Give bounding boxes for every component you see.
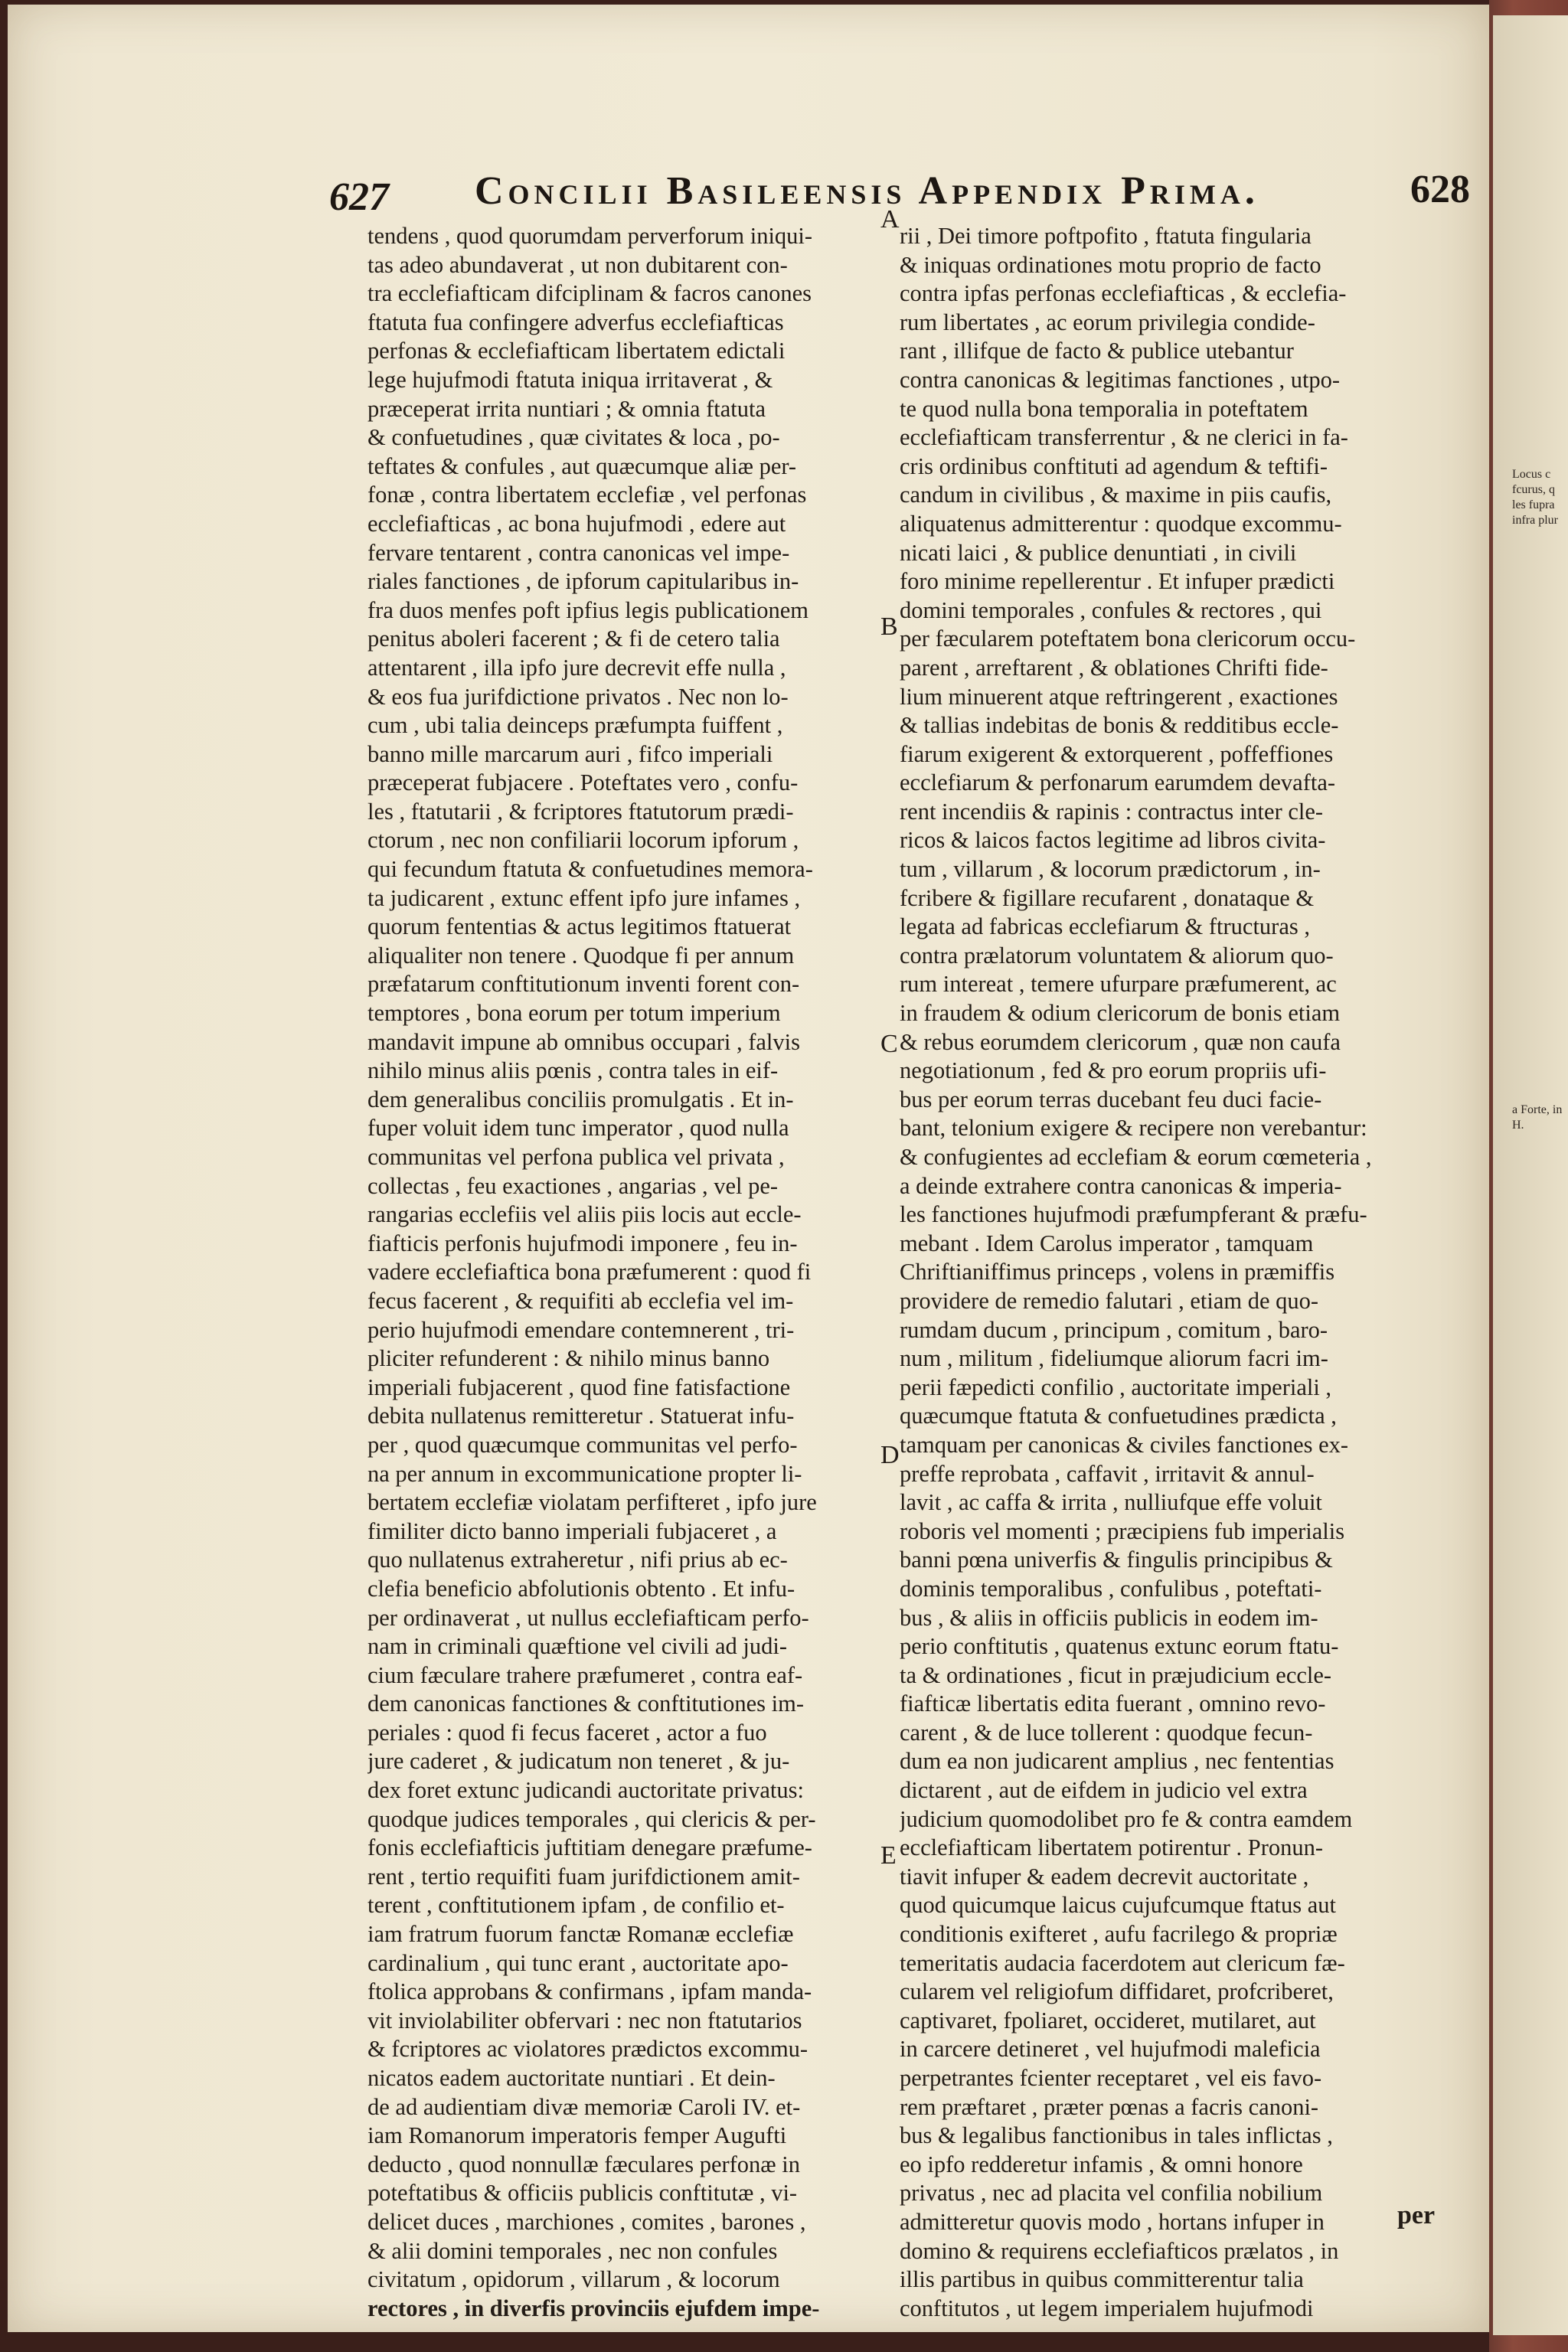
left-column-line: fervare tentarent , contra canonicas vel impe- <box>368 539 790 566</box>
right-column-line: bus , & aliis in officiis publicis in eodem im- <box>900 1604 1318 1631</box>
left-column-line: poteftatibus & officiis publicis conftitutæ , vi- <box>368 2180 798 2207</box>
right-column-line: in carcere detineret , vel hujufmodi maleficia <box>900 2036 1321 2063</box>
right-column-line: domino & requirens ecclefiafticos prælatos , in <box>900 2237 1339 2264</box>
left-text-column <box>368 222 903 2323</box>
right-column-line: fiarum exigerent & extorquerent , poffeffiones <box>900 740 1334 767</box>
left-column-line: perio hujufmodi emendare contemnerent , tri- <box>368 1316 795 1343</box>
left-column-line: fra duos menfes poft ipfius legis publicationem <box>368 596 808 623</box>
right-column-line: rem præftaret , præter pœnas a facris canoni- <box>900 2093 1319 2120</box>
left-column-line: temptores , bona eorum per totum imperium <box>368 1000 781 1027</box>
left-column-line: bertatem ecclefiæ violatam perfifteret , ipfo jure <box>368 1489 817 1516</box>
right-column-line: contra prælatorum voluntatem & aliorum quo- <box>900 942 1334 969</box>
left-column-line: clefia beneficio abfolutionis obtento . Et infu- <box>368 1575 795 1602</box>
page-number-left: 627 <box>329 175 389 219</box>
left-column-line: riales fanctiones , de ipforum capitularibus in- <box>368 568 799 595</box>
right-column-line: les fanctiones hujufmodi præfumpferant & præfu- <box>900 1201 1367 1228</box>
right-column-line: legata ad fabricas ecclefiarum & ftructuras , <box>900 913 1310 940</box>
right-column-line: & rebus eorumdem clericorum , quæ non caufa <box>900 1028 1341 1055</box>
left-column-line: lege hujufmodi ftatuta iniqua irritaverat , & <box>368 366 773 393</box>
right-column-line: & tallias indebitas de bonis & redditibus eccle- <box>900 712 1339 739</box>
left-column-line: imperiali fubjacerent , quod fine fatisfactione <box>368 1374 791 1400</box>
right-column-line: te quod nulla bona temporalia in poteftatem <box>900 395 1308 422</box>
margin-note-forte: a Forte, in H. <box>1512 1103 1563 1132</box>
left-column-line: banno mille marcarum auri , fifco imperiali <box>368 740 773 767</box>
right-column-line: ecclefiafticam libertatem potirentur . Pronun- <box>900 1834 1324 1861</box>
right-column-line: privatus , nec ad placita vel confilia nobilium <box>900 2180 1323 2207</box>
left-column-line: præfatarum conftitutionum inventi forent con- <box>368 971 800 998</box>
right-column-line: rum intereat , temere ufurpare præfumerent, ac <box>900 971 1337 998</box>
left-column-line: nihilo minus aliis pœnis , contra tales in eif- <box>368 1057 779 1084</box>
left-column-line: penitus aboleri facerent ; & fi de cetero talia <box>368 626 780 652</box>
right-column-line: preffe reprobata , caffavit , irritavit & annul- <box>900 1460 1315 1487</box>
right-text-column <box>900 222 1451 2323</box>
right-column-line: conditionis exifteret , aufu facrilego & propriæ <box>900 1921 1338 1948</box>
right-column-line: contra ipfas perfonas ecclefiafticas , & ecclefia- <box>900 280 1347 307</box>
right-column-line: cris ordinibus conftituti ad agendum & teftifi- <box>900 452 1328 479</box>
right-column-line: in fraudem & odium clericorum de bonis etiam <box>900 1000 1341 1027</box>
left-column-line: & eos fua jurifdictione privatos . Nec non lo- <box>368 683 789 710</box>
running-head <box>329 161 1470 219</box>
left-column-line: per , quod quæcumque communitas vel perfo- <box>368 1431 798 1458</box>
right-column-line: perio conftitutis , quatenus extunc eorum ftatu- <box>900 1633 1339 1660</box>
section-letter-a: A <box>880 205 900 234</box>
right-column-line: conftitutos , ut legem imperialem hujufmodi <box>900 2295 1314 2321</box>
left-column-line: qui fecundum ftatuta & confuetudines memora- <box>368 856 813 883</box>
left-column-line: cum , ubi talia deinceps præfumpta fuiffent , <box>368 712 783 739</box>
left-column-line: jure caderet , & judicatum non teneret , & ju- <box>368 1748 790 1775</box>
right-column-line: quæcumque ftatuta & confuetudines prædicta , <box>900 1403 1337 1429</box>
left-column-line: ftatuta fua confingere adverfus ecclefiafticas <box>368 309 784 335</box>
right-column-line: Chriftianiffimus princeps , volens in præmiffis <box>900 1259 1335 1285</box>
right-column-line: rum libertates , ac eorum privilegia condide- <box>900 309 1315 335</box>
left-column-line: & confuetudines , quæ civitates & loca , po- <box>368 424 780 451</box>
left-column-line: les , ftatutarii , & fcriptores ftatutorum prædi- <box>368 798 794 825</box>
left-column-line: fiafticis perfonis hujufmodi imponere , feu in- <box>368 1230 798 1256</box>
right-column-line: ta & ordinationes , ficut in præjudicium eccle- <box>900 1661 1332 1688</box>
left-column-line: iam Romanorum imperatoris femper Augufti <box>368 2122 787 2149</box>
left-column-line: deducto , quod nonnullæ fæculares perfonæ in <box>368 2151 800 2177</box>
right-column-line: bus per eorum terras ducebant feu duci facie- <box>900 1086 1322 1112</box>
left-column-line: tendens , quod quorumdam perverforum iniqui- <box>368 223 813 249</box>
right-column-line: judicium quomodolibet pro fe & contra eamdem <box>900 1805 1353 1832</box>
right-column-line: tum , villarum , & locorum prædictorum , in- <box>900 856 1321 883</box>
left-column-line: collectas , feu exactiones , angarias , vel pe- <box>368 1172 779 1199</box>
right-column-line: lavit , ac caffa & irrita , nulliufque effe voluit <box>900 1489 1322 1516</box>
catchword: per <box>1397 2201 1436 2230</box>
left-column-line: vadere ecclefiaftica bona præfumerent : quod fi <box>368 1259 812 1285</box>
right-column-line: carent , & de luce tollerent : quodque fecun- <box>900 1719 1313 1746</box>
left-column-line: pliciter refunderent : & nihilo minus banno <box>368 1345 770 1372</box>
left-column-line: dem generalibus conciliis promulgatis . Et in- <box>368 1086 794 1112</box>
left-column-line: vit inviolabiliter obfervari : nec non ftatutarios <box>368 2007 802 2034</box>
right-column-line: captivaret, fpoliaret, occideret, mutilaret, aut <box>900 2007 1316 2034</box>
right-column-line: ecclefiafticam transferrentur , & ne clerici in fa- <box>900 424 1348 451</box>
right-column-line: & iniquas ordinationes motu proprio de facto <box>900 251 1321 278</box>
right-column-line: eo ipfo redderetur infamis , & omni honore <box>900 2151 1303 2177</box>
adjacent-page-sheet <box>1493 15 1568 2335</box>
running-title: Concilii Basileensis Appendix Prima. <box>475 169 1259 213</box>
left-column-line: dex foret extunc judicandi auctoritate privatus: <box>368 1777 804 1804</box>
right-column-line: providere de remedio falutari , etiam de quo- <box>900 1287 1319 1314</box>
left-column-line: debita nullatenus remitteretur . Statuerat infu- <box>368 1403 795 1429</box>
left-column-line: ctorum , nec non confiliarii locorum ipforum , <box>368 827 799 854</box>
left-column-line: dem canonicas fanctiones & conftitutiones im- <box>368 1690 805 1717</box>
left-column-line: communitas vel perfona publica vel privata , <box>368 1144 785 1170</box>
right-column-line: rant , illifque de facto & publice utebantur <box>900 338 1294 364</box>
right-column-line: quod quicumque laicus cujufcumque ftatus aut <box>900 1892 1337 1919</box>
left-column-line: rent , tertio requifiti fuam jurifdictionem amit- <box>368 1863 800 1890</box>
section-letter-c: C <box>880 1030 898 1058</box>
left-column-line: de ad audientiam divæ memoriæ Caroli IV. et- <box>368 2093 801 2120</box>
right-column-line: num , militum , fideliumque aliorum facri im- <box>900 1345 1328 1372</box>
left-column-line: rectores , in diverfis provinciis ejufdem impe- <box>368 2295 820 2321</box>
right-column-line: parent , arreftarent , & oblationes Chrifti fide- <box>900 654 1328 681</box>
right-column-line: aliquatenus admitterentur : quodque excommu- <box>900 510 1342 537</box>
left-column-line: quodque judices temporales , qui clericis & per- <box>368 1805 816 1832</box>
right-column-line: nicati laici , & publice denuntiati , in civili <box>900 539 1297 566</box>
left-column-line: cardinalium , qui tunc erant , auctoritate apo- <box>368 1949 789 1976</box>
left-column-line: quo nullatenus extraheretur , nifi prius ab ec- <box>368 1547 788 1573</box>
right-column-line: rumdam ducum , principum , comitum , baro- <box>900 1316 1328 1343</box>
right-column-line: ricos & laicos factos legitime ad libros civita- <box>900 827 1326 854</box>
right-column-line: banni pœna univerfis & fingulis principibus & <box>900 1547 1333 1573</box>
left-column-line: fecus facerent , & requifiti ab ecclefia vel im- <box>368 1287 794 1314</box>
right-column-line: bant, telonium exigere & recipere non verebantur: <box>900 1115 1367 1142</box>
left-column-line: delicet duces , marchiones , comites , barones , <box>368 2208 806 2235</box>
right-column-line: rii , Dei timore poftpofito , ftatuta fingularia <box>900 223 1312 249</box>
right-column-line: fiafticæ libertatis edita fuerant , omnino revo- <box>900 1690 1326 1717</box>
right-column-line: roboris vel momenti ; præcipiens fub imperialis <box>900 1517 1345 1544</box>
left-column-line: mandavit impune ab omnibus occupari , falvis <box>368 1028 800 1055</box>
right-column-line: a deinde extrahere contra canonicas & imperia- <box>900 1172 1342 1199</box>
right-column-line: lium minuerent atque reftringerent , exactiones <box>900 683 1338 710</box>
left-column-line: & fcriptores ac violatores prædictos excommu- <box>368 2036 808 2063</box>
left-column-line: terent , conftitutionem ipfam , de confilio et- <box>368 1892 785 1919</box>
right-column-line: bus & legalibus fanctionibus in tales inflictas , <box>900 2122 1333 2149</box>
right-column-line: mebant . Idem Carolus imperator , tamquam <box>900 1230 1314 1256</box>
left-column-line: ecclefiafticas , ac bona hujufmodi , edere aut <box>368 510 786 537</box>
left-column-line: attentarent , illa ipfo jure decrevit effe nulla , <box>368 654 786 681</box>
left-column-line: ftolica approbans & confirmans , ipfam manda- <box>368 1978 812 2005</box>
right-column-line: fcribere & figillare recufarent , donataque & <box>900 884 1315 911</box>
section-letter-d: D <box>880 1441 900 1469</box>
left-column-line: quorum fententias & actus legitimos ftatuerat <box>368 913 792 940</box>
right-column-line: dum ea non judicarent amplius , nec fententias <box>900 1748 1334 1775</box>
left-column-line: cium fæculare trahere præfumeret , contra eaf- <box>368 1661 803 1688</box>
left-column-line: ta judicarent , extunc effent ipfo jure infames , <box>368 884 801 911</box>
left-column-line: tra ecclefiafticam difciplinam & facros canones <box>368 280 812 307</box>
right-column-line: per fæcularem poteftatem bona clericorum occu- <box>900 626 1356 652</box>
left-column-line: iam fratrum fuorum fanctæ Romanæ ecclefiæ <box>368 1921 794 1948</box>
left-column-line: fonis ecclefiafticis juftitiam denegare præfume- <box>368 1834 812 1861</box>
left-column-line: teftates & confules , aut quæcumque aliæ per- <box>368 452 797 479</box>
left-column-line: civitatum , opidorum , villarum , & locorum <box>368 2266 780 2293</box>
left-column-line: fonæ , contra libertatem ecclefiæ , vel perfonas <box>368 482 807 508</box>
right-column-line: contra canonicas & legitimas fanctiones , utpo- <box>900 366 1341 393</box>
right-column-line: illis partibus in quibus committerentur talia <box>900 2266 1304 2293</box>
right-column-line: dictarent , aut de eifdem in judicio vel extra <box>900 1777 1308 1804</box>
left-column-line: nicatos eadem auctoritate nuntiari . Et dein- <box>368 2065 776 2091</box>
left-column-line: præceperat irrita nuntiari ; & omnia ftatuta <box>368 395 766 422</box>
section-letter-e: E <box>880 1841 897 1870</box>
right-column-line: negotiationum , fed & pro eorum propriis ufi- <box>900 1057 1327 1084</box>
left-column-line: præceperat fubjacere . Poteftates vero , confu- <box>368 769 799 796</box>
right-column-line: admitteretur quovis modo , hortans infuper in <box>900 2208 1325 2235</box>
left-column-line: nam in criminali quæftione vel civili ad judi- <box>368 1633 788 1660</box>
margin-note-locus: Locus c fcurus, q les fupra infra plur <box>1512 468 1558 527</box>
right-column-line: ecclefiarum & perfonarum earumdem devafta- <box>900 769 1336 796</box>
right-column-line: domini temporales , confules & rectores , qui <box>900 596 1322 623</box>
left-column-line: periales : quod fi fecus faceret , actor a fuo <box>368 1719 767 1746</box>
right-column-line: foro minime repellerentur . Et infuper prædicti <box>900 568 1335 595</box>
left-column-line: per ordinaverat , ut nullus ecclefiafticam perfo- <box>368 1604 809 1631</box>
left-column-line: tas adeo abundaverat , ut non dubitarent con- <box>368 251 788 278</box>
section-letter-b: B <box>880 612 898 641</box>
right-column-line: dominis temporalibus , confulibus , poteftati- <box>900 1575 1322 1602</box>
right-column-line: candum in civilibus , & maxime in piis caufis, <box>900 482 1332 508</box>
left-column-line: fuper voluit idem tunc imperator , quod nulla <box>368 1115 789 1142</box>
left-column-line: fimiliter dicto banno imperiali fubjaceret , a <box>368 1517 777 1544</box>
right-column-line: temeritatis audacia facerdotem aut clericum fæ- <box>900 1949 1345 1976</box>
right-column-line: perpetrantes fcienter receptaret , vel eis favo- <box>900 2065 1322 2091</box>
right-column-line: tiavit infuper & eadem decrevit auctoritate , <box>900 1863 1309 1890</box>
left-column-line: rangarias ecclefiis vel aliis piis locis aut eccle- <box>368 1201 802 1228</box>
right-column-line: perii fæpedicti confilio , auctoritate imperiali , <box>900 1374 1332 1400</box>
right-column-line: rent incendiis & rapinis : contractus inter cle- <box>900 798 1324 825</box>
right-column-line: cularem vel religiofum diffidaret, profcriberet, <box>900 1978 1334 2005</box>
left-column-line: perfonas & ecclefiafticam libertatem edictali <box>368 338 786 364</box>
left-column-line: na per annum in excommunicatione propter li- <box>368 1460 802 1487</box>
left-column-line: & alii domini temporales , nec non confules <box>368 2237 778 2264</box>
page-number-right: 628 <box>1410 168 1470 211</box>
left-column-line: aliqualiter non tenere . Quodque fi per annum <box>368 942 795 969</box>
right-column-line: tamquam per canonicas & civiles fanctiones ex- <box>900 1431 1349 1458</box>
right-column-line: & confugientes ad ecclefiam & eorum cœmeteria , <box>900 1144 1372 1170</box>
